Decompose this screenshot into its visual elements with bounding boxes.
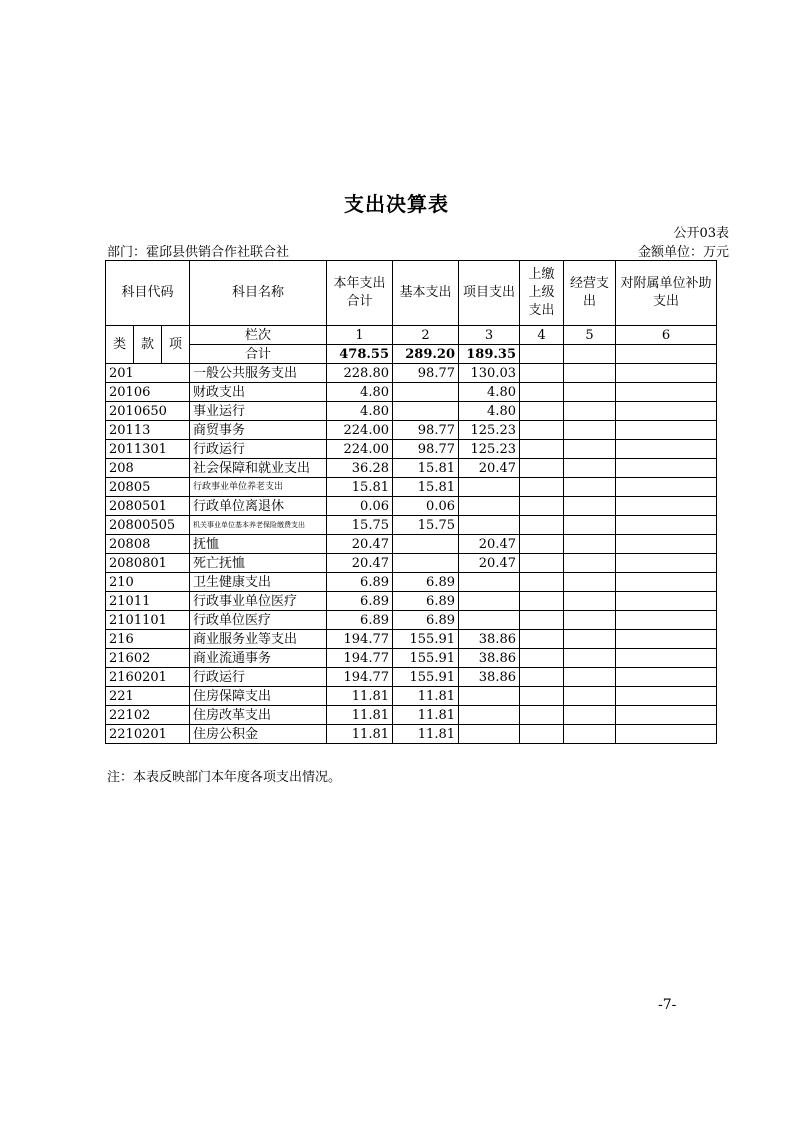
business-expense — [564, 364, 616, 383]
subsidy-expense — [616, 687, 717, 706]
business-expense — [564, 554, 616, 573]
project-expense: 20.47 — [459, 535, 520, 554]
total-expense: 36.28 — [327, 459, 393, 478]
subsidy-expense — [616, 535, 717, 554]
table-row — [106, 592, 717, 611]
subject-code: 2160201 — [106, 668, 190, 687]
upper-expense — [520, 573, 564, 592]
project-expense: 20.47 — [459, 459, 520, 478]
table-row — [106, 649, 717, 668]
project-expense: 38.86 — [459, 630, 520, 649]
col-number-5: 5 — [564, 326, 616, 345]
table-row — [106, 687, 717, 706]
subject-name: 住房公积金 — [190, 725, 327, 744]
project-expense — [459, 611, 520, 630]
subject-name: 行政事业单位养老支出 — [190, 478, 327, 497]
basic-expense: 98.77 — [393, 440, 459, 459]
upper-expense — [520, 592, 564, 611]
subsidy-expense — [616, 668, 717, 687]
upper-expense — [520, 611, 564, 630]
total-expense: 4.80 — [327, 402, 393, 421]
subsidy-expense — [616, 592, 717, 611]
table-row — [106, 364, 717, 383]
subsidy-expense — [616, 478, 717, 497]
total-expense: 11.81 — [327, 687, 393, 706]
department-label: 部门：霍邱县供销合作社联合社 — [107, 245, 290, 260]
subject-code: 216 — [106, 630, 190, 649]
basic-expense: 6.89 — [393, 592, 459, 611]
table-row — [106, 535, 717, 554]
table-row — [106, 402, 717, 421]
upper-expense — [520, 725, 564, 744]
basic-expense: 98.77 — [393, 421, 459, 440]
upper-expense — [520, 668, 564, 687]
business-expense — [564, 440, 616, 459]
upper-expense — [520, 554, 564, 573]
subject-code: 2080801 — [106, 554, 190, 573]
total-expense: 0.06 — [327, 497, 393, 516]
subsidy-expense — [616, 383, 717, 402]
subject-code: 20805 — [106, 478, 190, 497]
subject-code: 201 — [106, 364, 190, 383]
project-expense — [459, 497, 520, 516]
upper-expense — [520, 383, 564, 402]
basic-expense: 15.81 — [393, 478, 459, 497]
upper-expense — [520, 478, 564, 497]
subsidy-expense — [616, 497, 717, 516]
subject-name: 机关事业单位基本养老保险缴费支出 — [190, 516, 327, 535]
total-expense: 194.77 — [327, 668, 393, 687]
subject-name: 行政单位离退休 — [190, 497, 327, 516]
total-expense: 6.89 — [327, 592, 393, 611]
header-upper: 上缴上级支出 — [520, 261, 564, 326]
subject-code: 20113 — [106, 421, 190, 440]
business-expense — [564, 649, 616, 668]
subject-code: 2010650 — [106, 402, 190, 421]
total-label: 合计 — [190, 345, 327, 364]
total-expense: 228.80 — [327, 364, 393, 383]
subject-name: 死亡抚恤 — [190, 554, 327, 573]
total-expense: 11.81 — [327, 706, 393, 725]
header-code: 科目代码 — [106, 261, 190, 326]
basic-expense: 155.91 — [393, 630, 459, 649]
subject-code: 208 — [106, 459, 190, 478]
basic-expense — [393, 535, 459, 554]
basic-expense: 11.81 — [393, 687, 459, 706]
basic-expense — [393, 383, 459, 402]
subsidy-expense — [616, 516, 717, 535]
table-row — [106, 478, 717, 497]
business-expense — [564, 383, 616, 402]
project-expense — [459, 706, 520, 725]
subject-code: 2011301 — [106, 440, 190, 459]
subject-name: 行政运行 — [190, 440, 327, 459]
table-row — [106, 668, 717, 687]
subsidy-expense — [616, 554, 717, 573]
subject-name: 住房改革支出 — [190, 706, 327, 725]
subject-name: 商业服务业等支出 — [190, 630, 327, 649]
business-expense — [564, 421, 616, 440]
project-expense: 125.23 — [459, 440, 520, 459]
subject-name: 住房保障支出 — [190, 687, 327, 706]
total-expense: 224.00 — [327, 440, 393, 459]
upper-expense — [520, 497, 564, 516]
table-row — [106, 573, 717, 592]
header-xiang: 项 — [162, 326, 190, 364]
basic-expense: 15.75 — [393, 516, 459, 535]
header-project: 项目支出 — [459, 261, 520, 326]
total-total: 478.55 — [327, 345, 393, 364]
business-expense — [564, 535, 616, 554]
subject-name: 商贸事务 — [190, 421, 327, 440]
subject-code: 221 — [106, 687, 190, 706]
subject-name: 卫生健康支出 — [190, 573, 327, 592]
basic-expense — [393, 402, 459, 421]
subject-code: 20106 — [106, 383, 190, 402]
expenditure-table — [105, 260, 717, 744]
table-note: 注：本表反映部门本年度各项支出情况。 — [107, 770, 342, 785]
table-row — [106, 725, 717, 744]
total-expense: 6.89 — [327, 611, 393, 630]
total-expense: 224.00 — [327, 421, 393, 440]
total-basic: 289.20 — [393, 345, 459, 364]
business-expense — [564, 592, 616, 611]
total-project: 189.35 — [459, 345, 520, 364]
basic-expense: 6.89 — [393, 611, 459, 630]
total-expense: 194.77 — [327, 649, 393, 668]
subject-code: 210 — [106, 573, 190, 592]
header-name: 科目名称 — [190, 261, 327, 326]
table-row — [106, 706, 717, 725]
subsidy-expense — [616, 440, 717, 459]
total-expense: 11.81 — [327, 725, 393, 744]
table-row — [106, 383, 717, 402]
upper-expense — [520, 402, 564, 421]
business-expense — [564, 516, 616, 535]
upper-expense — [520, 649, 564, 668]
upper-expense — [520, 459, 564, 478]
upper-expense — [520, 630, 564, 649]
header-basic: 基本支出 — [393, 261, 459, 326]
total-expense: 4.80 — [327, 383, 393, 402]
basic-expense: 11.81 — [393, 725, 459, 744]
table-row — [106, 440, 717, 459]
col-number-6: 6 — [616, 326, 717, 345]
subsidy-expense — [616, 459, 717, 478]
upper-expense — [520, 364, 564, 383]
project-expense: 125.23 — [459, 421, 520, 440]
total-business — [564, 345, 616, 364]
table-row — [106, 554, 717, 573]
total-upper — [520, 345, 564, 364]
table-row — [106, 459, 717, 478]
basic-expense: 6.89 — [393, 573, 459, 592]
upper-expense — [520, 535, 564, 554]
subject-name: 一般公共服务支出 — [190, 364, 327, 383]
total-expense: 20.47 — [327, 554, 393, 573]
subject-name: 抚恤 — [190, 535, 327, 554]
header-business: 经营支出 — [564, 261, 616, 326]
subject-name: 行政单位医疗 — [190, 611, 327, 630]
table-row — [106, 611, 717, 630]
project-expense — [459, 573, 520, 592]
upper-expense — [520, 516, 564, 535]
project-expense — [459, 478, 520, 497]
total-expense: 6.89 — [327, 573, 393, 592]
page-number: -7- — [658, 997, 677, 1013]
header-lanci: 栏次 — [190, 326, 327, 345]
basic-expense: 15.81 — [393, 459, 459, 478]
col-number-4: 4 — [520, 326, 564, 345]
project-expense — [459, 687, 520, 706]
upper-expense — [520, 706, 564, 725]
subject-code: 21602 — [106, 649, 190, 668]
subject-code: 2210201 — [106, 725, 190, 744]
project-expense: 4.80 — [459, 402, 520, 421]
basic-expense — [393, 554, 459, 573]
business-expense — [564, 706, 616, 725]
subject-name: 财政支出 — [190, 383, 327, 402]
header-row — [106, 261, 717, 326]
subject-name: 事业运行 — [190, 402, 327, 421]
total-subsidy — [616, 345, 717, 364]
page-title: 支出决算表 — [344, 192, 449, 216]
subsidy-expense — [616, 649, 717, 668]
business-expense — [564, 725, 616, 744]
subject-name: 社会保障和就业支出 — [190, 459, 327, 478]
basic-expense: 155.91 — [393, 668, 459, 687]
col-number-1: 1 — [327, 326, 393, 345]
subsidy-expense — [616, 364, 717, 383]
form-id: 公开03表 — [673, 226, 729, 241]
subject-name: 商业流通事务 — [190, 649, 327, 668]
subject-code: 20800505 — [106, 516, 190, 535]
total-expense: 15.75 — [327, 516, 393, 535]
column-number-row — [106, 326, 717, 345]
subject-code: 2101101 — [106, 611, 190, 630]
col-number-2: 2 — [393, 326, 459, 345]
business-expense — [564, 687, 616, 706]
upper-expense — [520, 687, 564, 706]
subsidy-expense — [616, 630, 717, 649]
project-expense: 20.47 — [459, 554, 520, 573]
project-expense: 4.80 — [459, 383, 520, 402]
subject-name: 行政事业单位医疗 — [190, 592, 327, 611]
project-expense — [459, 516, 520, 535]
total-expense: 20.47 — [327, 535, 393, 554]
upper-expense — [520, 440, 564, 459]
total-row — [106, 345, 717, 364]
project-expense — [459, 592, 520, 611]
business-expense — [564, 573, 616, 592]
basic-expense: 98.77 — [393, 364, 459, 383]
subsidy-expense — [616, 402, 717, 421]
subject-code: 21011 — [106, 592, 190, 611]
upper-expense — [520, 421, 564, 440]
business-expense — [564, 611, 616, 630]
header-total: 本年支出合计 — [327, 261, 393, 326]
project-expense — [459, 725, 520, 744]
basic-expense: 155.91 — [393, 649, 459, 668]
unit-label: 金额单位：万元 — [637, 245, 729, 260]
header-kuan: 款 — [134, 326, 162, 364]
subject-code: 20808 — [106, 535, 190, 554]
total-expense: 194.77 — [327, 630, 393, 649]
subject-code: 22102 — [106, 706, 190, 725]
business-expense — [564, 478, 616, 497]
project-expense: 38.86 — [459, 649, 520, 668]
business-expense — [564, 630, 616, 649]
table-row — [106, 516, 717, 535]
basic-expense: 11.81 — [393, 706, 459, 725]
basic-expense: 0.06 — [393, 497, 459, 516]
business-expense — [564, 668, 616, 687]
project-expense: 130.03 — [459, 364, 520, 383]
business-expense — [564, 402, 616, 421]
subsidy-expense — [616, 611, 717, 630]
col-number-3: 3 — [459, 326, 520, 345]
table-row — [106, 630, 717, 649]
header-subsidy: 对附属单位补助支出 — [616, 261, 717, 326]
total-expense: 15.81 — [327, 478, 393, 497]
subsidy-expense — [616, 706, 717, 725]
subject-code: 2080501 — [106, 497, 190, 516]
subsidy-expense — [616, 573, 717, 592]
table-row — [106, 497, 717, 516]
project-expense: 38.86 — [459, 668, 520, 687]
header-lei: 类 — [106, 326, 134, 364]
business-expense — [564, 497, 616, 516]
subject-name: 行政运行 — [190, 668, 327, 687]
table-row — [106, 421, 717, 440]
subsidy-expense — [616, 725, 717, 744]
subsidy-expense — [616, 421, 717, 440]
business-expense — [564, 459, 616, 478]
